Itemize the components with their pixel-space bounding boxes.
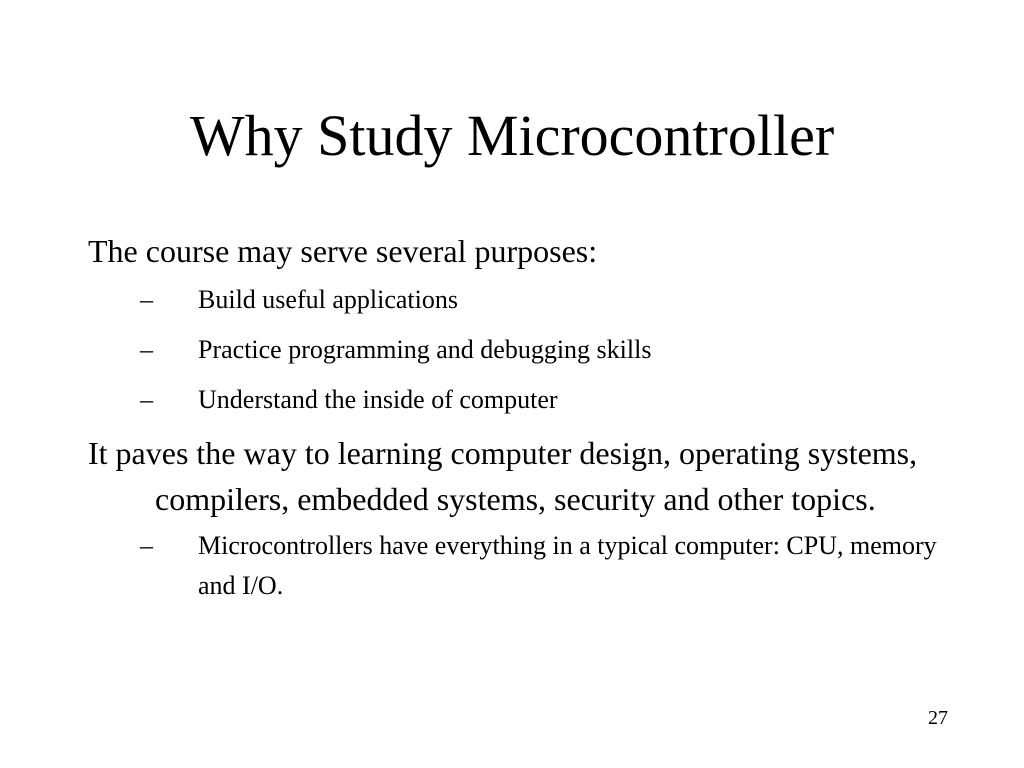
bullet-text: Practice programming and debugging skills bbox=[198, 335, 652, 364]
slide-title: Why Study Microcontroller bbox=[189, 103, 835, 168]
bullet-dash: – bbox=[140, 335, 153, 364]
bullet-dash: – bbox=[140, 531, 153, 560]
bullet-dash: – bbox=[140, 285, 153, 314]
page-number: 27 bbox=[928, 707, 948, 729]
bullet-item bbox=[88, 330, 948, 370]
bullet-item bbox=[88, 380, 948, 420]
bullet-text: Understand the inside of computer bbox=[198, 385, 558, 414]
bullet-item bbox=[88, 280, 948, 320]
bullet-item bbox=[88, 526, 948, 606]
slide-body bbox=[88, 228, 948, 606]
paragraph-paves-the-way: It paves the way to learning computer design, operating systems, compilers, embedded systems, security and other topics. bbox=[88, 435, 918, 517]
paragraph-course-purposes: The course may serve several purposes: bbox=[88, 233, 598, 269]
bullet-dash: – bbox=[140, 385, 153, 414]
bullet-text: Microcontrollers have everything in a typical computer: CPU, memory and I/O. bbox=[198, 531, 937, 600]
bullet-text: Build useful applications bbox=[198, 285, 458, 314]
